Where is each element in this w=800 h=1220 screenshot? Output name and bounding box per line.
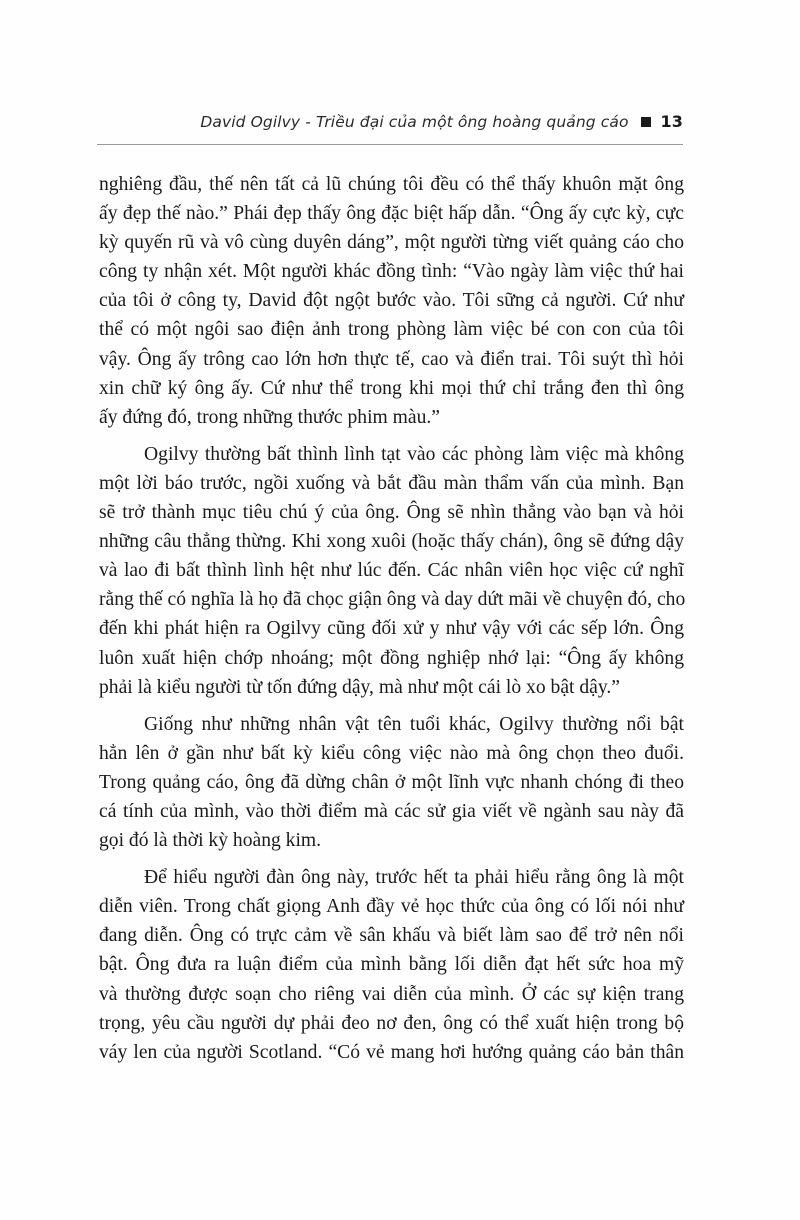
text-line: luôn xuất hiện chớp nhoáng; một đồng nghiệp nhớ lại: “Ông ấy không: [99, 647, 684, 669]
text-line: những câu thẳng thừng. Khi xong xuôi (hoặc thấy chán), ông sẽ đứng dậy: [99, 531, 684, 553]
paragraph-2: [99, 440, 684, 702]
body-text: [99, 170, 684, 1075]
text-line: bật. Ông đưa ra luận điểm của mình bằng lối diễn đạt hết sức hoa mỹ: [99, 954, 684, 976]
text-line: ấy đẹp thế nào.” Phái đẹp thấy ông đặc biệt hấp dẫn. “Ông ấy cực kỳ, cực: [99, 203, 684, 225]
text-line: công ty nhận xét. Một người khác đồng tình: “Vào ngày làm việc thứ hai: [99, 261, 684, 283]
text-line: đến khi phát hiện ra Ogilvy cũng đối xử y như vậy với các sếp lớn. Ông: [99, 618, 684, 640]
text-line: và lao đi bất thình lình hệt như lúc đến. Các nhân viên học việc cứ nghĩ: [99, 560, 684, 582]
running-header: [98, 112, 683, 131]
text-line: và thường được soạn cho riêng vai diễn của mình. Ở các sự kiện trang: [99, 983, 684, 1005]
text-line: Để hiểu người đàn ông này, trước hết ta phải hiểu rằng ông là một: [144, 867, 684, 889]
page-number: 13: [660, 112, 683, 131]
paragraph-3: [99, 710, 684, 855]
paragraph-1: [99, 170, 684, 432]
header-rule: [97, 144, 683, 145]
text-line: kỳ quyến rũ và vô cùng duyên dáng”, một người từng viết quảng cáo cho: [99, 232, 684, 254]
text-line: sẽ trở thành mục tiêu chú ý của ông. Ông sẽ nhìn thẳng vào bạn và hỏi: [99, 502, 684, 524]
text-line: ấy đứng đó, trong những thước phim màu.”: [99, 406, 440, 428]
text-line: Trong quảng cáo, ông đã dừng chân ở một lĩnh vực nhanh chóng đi theo: [99, 771, 684, 793]
text-line: cá tính của mình, vào thời điểm mà các sử gia viết về ngành sau này đã: [99, 800, 684, 822]
text-line: xin chữ ký ông ấy. Cứ như thể trong khi mọi thứ chỉ trắng đen thì ông: [99, 377, 684, 399]
text-line: hẳn lên ở gần như bất kỳ kiểu công việc nào mà ông chọn theo đuổi.: [99, 742, 684, 764]
text-line: Ogilvy thường bất thình lình tạt vào các phòng làm việc mà không: [144, 443, 684, 465]
text-line: một lời báo trước, ngồi xuống và bắt đầu màn thẩm vấn của mình. Bạn: [99, 472, 684, 494]
text-line: gọi đó là thời kỳ hoàng kim.: [99, 830, 322, 852]
text-line: nghiêng đầu, thế nên tất cả lũ chúng tôi đều có thể thấy khuôn mặt ông: [99, 174, 684, 195]
text-line: vậy. Ông ấy trông cao lớn hơn thực tế, cao và điển trai. Tôi suýt thì hỏi: [99, 348, 684, 370]
text-line: phải là kiểu người từ tốn đứng dậy, mà như một cái lò xo bật dậy.”: [99, 676, 620, 698]
text-line: thể có một ngôi sao điện ảnh trong phòng làm việc bé con con của tôi: [99, 319, 684, 341]
text-line: Giống như những nhân vật tên tuổi khác, Ogilvy thường nổi bật: [144, 713, 684, 735]
text-line: đang diễn. Ông có trực cảm về sân khấu và biết làm sao để trở nên nổi: [99, 925, 684, 947]
text-line: váy len của người Scotland. “Có vẻ mang hơi hướng quảng cáo bản thân: [99, 1041, 684, 1063]
paragraph-4: [99, 863, 684, 1067]
text-line: diễn viên. Trong chất giọng Anh đầy vẻ học thức của ông có lối nói như: [99, 896, 684, 918]
text-line: của tôi ở công ty, David đột ngột bước vào. Tôi sững cả người. Cứ như: [99, 290, 684, 312]
running-title: David Ogilvy - Triều đại của một ông hoàng quảng cáo: [200, 113, 629, 131]
text-line: trọng, yêu cầu người dự phải đeo nơ đen, ông có thể xuất hiện trong bộ: [99, 1012, 684, 1034]
square-bullet-icon: [641, 117, 651, 127]
text-line: rằng thế có nghĩa là họ đã chọc giận ông và day dứt mãi về chuyện đó, cho: [99, 589, 686, 611]
